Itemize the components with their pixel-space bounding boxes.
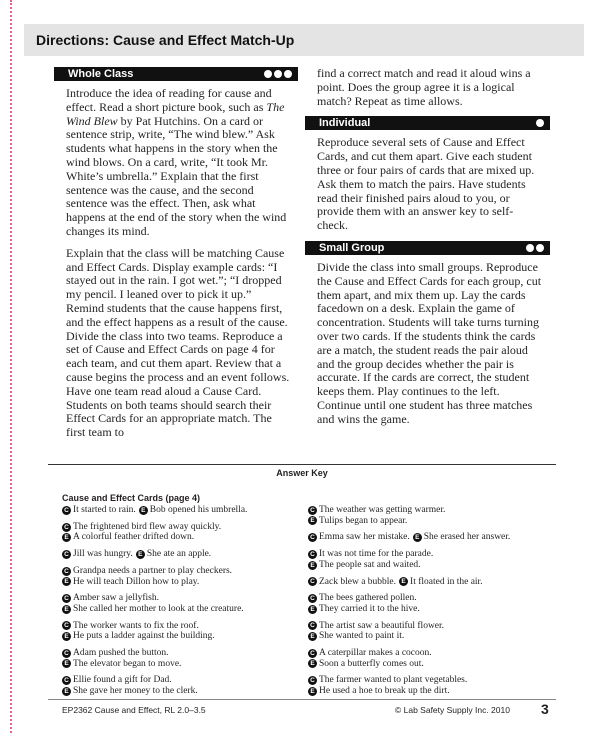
cause-text: It was not time for the parade. xyxy=(319,549,434,560)
whole-class-paragraph-2: Explain that the class will be matching Cause and Effect Cards. Display example cards: “I stayed out in the rain. I got wet.”; “I dropped my pencil. I leaned over to pick it up.” Remind students that the cause happens first, and the effect happens as a result of the cause. Divide the class into two teams. Reproduce a set of Cause and Effect Cards on page 4 for each team, and cut them apart. Review that a cause begins the process and an event follows. Have one team read aloud a Cause Card. Students on both teams should search their Effect Cards for an appropriate match. The first team to xyxy=(66,245,290,440)
effect-text: He will teach Dillon how to play. xyxy=(73,576,200,587)
effect-text: Bob opened his umbrella. xyxy=(149,505,248,515)
answer-row xyxy=(308,516,558,527)
effect-badge-icon: E xyxy=(139,506,148,515)
effect-text: Soon a butterfly comes out. xyxy=(319,658,424,669)
cause-badge-icon: C xyxy=(308,621,317,630)
book-title: The Wind Blew xyxy=(66,99,285,128)
effect-badge-icon: E xyxy=(62,632,71,641)
cause-badge-icon: C xyxy=(308,676,317,685)
effect-text: She called her mother to look at the creature. xyxy=(73,603,244,614)
cause-badge-icon: C xyxy=(62,523,71,532)
cause-text: The artist saw a beautiful flower. xyxy=(319,620,445,631)
answer-pair xyxy=(62,648,312,669)
cause-badge-icon: C xyxy=(62,567,71,576)
effect-text: She wanted to paint it. xyxy=(319,631,405,642)
answer-pair xyxy=(308,549,558,570)
cause-badge-icon: C xyxy=(62,550,71,559)
answer-row xyxy=(308,621,558,632)
cause-badge-icon: C xyxy=(62,649,71,658)
whole-class-paragraph-1: Introduce the idea of reading for cause and effect. Read a short picture book, such as The Wind Blew by Pat Hutchins. On a card or sentence strip, write, “The wind blew.” Ask students what happens in the story when the wind blows. On a card, write, “It took Mr. White’s umbrella.” Explain that the first sentence was the cause, and the second sentence was the effect. Then, ask what happens at the end of the story when the wind changes its mind. xyxy=(66,86,287,238)
answer-pair xyxy=(308,648,558,669)
effect-text: They carried it to the hive. xyxy=(319,603,420,614)
individual-header xyxy=(305,116,550,130)
cause-badge-icon: C xyxy=(308,577,317,586)
effect-badge-icon: E xyxy=(413,533,422,542)
answer-row xyxy=(308,648,558,659)
one-dot-icon xyxy=(536,119,544,127)
cause-text: Amber saw a jellyfish. xyxy=(73,593,160,604)
effect-text: It floated in the air. xyxy=(410,576,483,587)
small-group-label: Small Group xyxy=(319,241,385,254)
answer-row xyxy=(62,522,312,533)
answer-row xyxy=(308,560,558,571)
cause-badge-icon: C xyxy=(308,649,317,658)
whole-class-header xyxy=(54,67,298,81)
two-dots-icon xyxy=(526,244,544,252)
left-column xyxy=(54,67,298,448)
cause-text: The worker wants to fix the roof. xyxy=(73,620,199,631)
effect-badge-icon: E xyxy=(308,687,317,696)
effect-badge-icon: E xyxy=(308,516,317,525)
cause-text: The frightened bird flew away quickly. xyxy=(73,521,222,532)
cause-text: The weather was getting warmer. xyxy=(319,505,446,515)
answer-pair xyxy=(308,505,558,526)
answer-row xyxy=(308,604,558,615)
answer-row xyxy=(62,659,312,670)
effect-text: Tulips began to appear. xyxy=(319,515,408,526)
answer-pair xyxy=(62,675,312,696)
answer-pair xyxy=(308,532,558,543)
cause-badge-icon: C xyxy=(308,506,317,515)
footer-divider xyxy=(48,699,556,700)
effect-badge-icon: E xyxy=(62,533,71,542)
effect-badge-icon: E xyxy=(62,577,71,586)
answer-pair xyxy=(62,566,312,587)
effect-text: The people sat and waited. xyxy=(319,559,421,570)
answer-key-right-column xyxy=(308,505,558,703)
answer-pair xyxy=(62,505,312,516)
whole-class-label: Whole Class xyxy=(68,68,134,80)
answer-row xyxy=(308,631,558,642)
cause-badge-icon: C xyxy=(62,676,71,685)
effect-badge-icon: E xyxy=(308,561,317,570)
answer-row xyxy=(62,631,312,642)
answer-row xyxy=(308,675,558,686)
answer-pair xyxy=(62,593,312,614)
footer-product-code: EP2362 Cause and Effect, RL 2.0–3.5 xyxy=(62,705,206,715)
cause-text: Grandpa needs a partner to play checkers. xyxy=(73,565,233,576)
cause-text: The bees gathered pollen. xyxy=(319,593,417,604)
effect-badge-icon: E xyxy=(136,550,145,559)
answer-row xyxy=(62,566,312,577)
answer-row xyxy=(308,505,558,516)
answer-key-left-column xyxy=(62,505,312,703)
answer-row xyxy=(62,621,312,632)
effect-text: He used a hoe to break up the dirt. xyxy=(319,686,450,697)
individual-label: Individual xyxy=(319,117,371,130)
cut-line-decoration xyxy=(10,0,12,733)
cause-badge-icon: C xyxy=(308,594,317,603)
page-title: Directions: Cause and Effect Match-Up xyxy=(36,32,295,48)
cause-badge-icon: C xyxy=(62,594,71,603)
effect-badge-icon: E xyxy=(308,632,317,641)
effect-text: The elevator began to move. xyxy=(73,658,182,669)
effect-text: He puts a ladder against the building. xyxy=(73,631,215,642)
answer-row xyxy=(62,675,312,686)
footer-copyright: © Lab Safety Supply Inc. 2010 xyxy=(395,705,510,715)
cause-badge-icon: C xyxy=(308,550,317,559)
effect-badge-icon: E xyxy=(308,605,317,614)
cause-badge-icon: C xyxy=(308,533,317,542)
answer-pair xyxy=(308,577,558,588)
answer-row xyxy=(62,505,312,516)
answer-row xyxy=(62,593,312,604)
effect-text: She erased her answer. xyxy=(423,532,511,543)
answer-row xyxy=(308,659,558,670)
answer-row xyxy=(62,648,312,659)
cause-text: A caterpillar makes a cocoon. xyxy=(319,648,432,659)
answer-row xyxy=(308,577,558,588)
effect-text: She ate an apple. xyxy=(146,549,212,560)
effect-badge-icon: E xyxy=(62,605,71,614)
answer-pair xyxy=(308,675,558,696)
answer-row xyxy=(62,532,312,543)
answer-pair xyxy=(308,593,558,614)
cause-text: Emma saw her mistake. xyxy=(319,532,410,543)
directions-header xyxy=(24,24,584,56)
cause-text: Ellie found a gift for Dad. xyxy=(73,675,172,686)
effect-text: She gave her money to the clerk. xyxy=(73,686,198,697)
cause-badge-icon: C xyxy=(62,621,71,630)
answer-row xyxy=(62,686,312,697)
answer-row xyxy=(62,577,312,588)
answer-key-title: Answer Key xyxy=(276,468,328,478)
effect-text: A colorful feather drifted down. xyxy=(73,532,195,543)
answer-key-subtitle: Cause and Effect Cards (page 4) xyxy=(62,493,201,503)
answer-row xyxy=(62,604,312,615)
individual-paragraph: Reproduce several sets of Cause and Effect Cards, and cut them apart. Give each student three or four pairs of cards that are mixed up. Ask them to match the pairs. Have students read their finished pairs aloud to you, or provide them with an answer key to self-check. xyxy=(317,135,535,233)
effect-badge-icon: E xyxy=(62,659,71,668)
answer-row xyxy=(308,549,558,560)
three-dots-icon xyxy=(264,70,292,78)
small-group-paragraph: Divide the class into small groups. Reproduce the Cause and Effect Cards for each group, cut them apart, and mix them up. Lay the cards facedown on a desk. Explain the game of concentration. Students will take turns turning over two cards. If the students think the cards are a match, the student reads the pair aloud and the group decides whether the pair is accurate. If the cards are correct, the student keeps them. Play continues to the left. Continue until one student has three matches and wins the game. xyxy=(317,259,542,426)
whole-class-paragraph-3: find a correct match and read it aloud wins a point. Does the group agree it is a logical match? Repeat as time allows. xyxy=(317,66,531,108)
answer-pair xyxy=(62,621,312,642)
answer-pair xyxy=(62,522,312,543)
page-number: 3 xyxy=(541,701,549,717)
answer-pair xyxy=(62,549,312,560)
effect-badge-icon: E xyxy=(308,659,317,668)
cause-text: The farmer wanted to plant vegetables. xyxy=(319,675,468,686)
answer-row xyxy=(308,593,558,604)
answer-row xyxy=(308,532,558,543)
small-group-header xyxy=(305,241,550,255)
answer-row xyxy=(62,549,312,560)
cause-text: Adam pushed the button. xyxy=(73,648,169,659)
answer-pair xyxy=(308,621,558,642)
cause-badge-icon: C xyxy=(62,506,71,515)
answer-row xyxy=(308,686,558,697)
answer-key-divider xyxy=(48,464,556,465)
effect-badge-icon: E xyxy=(62,687,71,696)
cause-text: It started to rain. xyxy=(73,505,136,515)
effect-badge-icon: E xyxy=(399,577,408,586)
cause-text: Jill was hungry. xyxy=(73,549,133,560)
right-column xyxy=(305,67,550,435)
cause-text: Zack blew a bubble. xyxy=(319,576,397,587)
